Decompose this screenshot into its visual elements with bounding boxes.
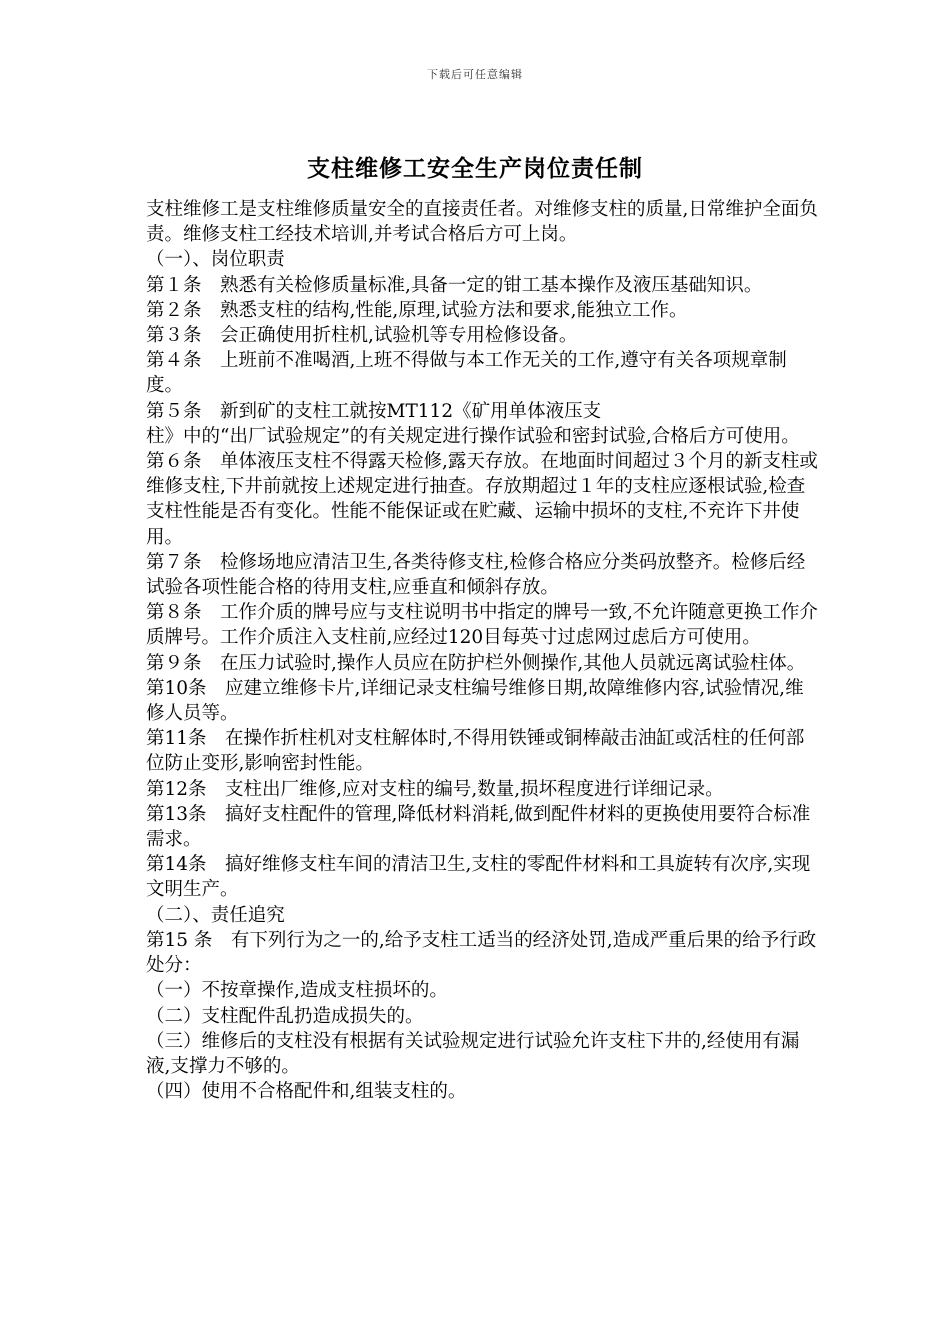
article-5-continued: 柱》中的“出厂试验规定”的有关规定进行操作试验和密封试验,合格后方可使用。 [146, 425, 800, 447]
article-15: 第15 条 有下列行为之一的,给予支柱工适当的经济处罚,造成严重后果的给予行政处分： [146, 929, 817, 977]
article-8: 第８条 工作介质的牌号应与支柱说明书中指定的牌号一致,不允许随意更换工作介质牌号。工作介质注入支柱前,应经过120目每英寸过虑网过虑后方可使用。 [146, 602, 818, 649]
article-6: 第６条 单体液压支柱不得露天检修,露天存放。在地面时间超过３个月的新支柱或维修支柱,下井前就按上述规定进行抽查。存放期超过１年的支柱应逐根试验,检查支柱性能是否有变化。性能不能保证或在贮藏、运输中损坏的支柱,不充许下井使用。 [146, 451, 818, 548]
article-10: 第10条 应建立维修卡片,详细记录支柱编号维修日期,故障维修内容,试验情况,维修人员等。 [146, 677, 804, 725]
article-5: 第５条 新到矿的支柱工就按MT112《矿用单体液压支 [146, 400, 602, 422]
article-13: 第13条 搞好支柱配件的管理,降低材料消耗,做到配件材料的更换使用要符合标准需求。 [146, 803, 811, 851]
article-3: 第３条 会正确使用折柱机,试验机等专用检修设备。 [146, 325, 578, 347]
article-1: 第１条 熟悉有关检修质量标准,具备一定的钳工基本操作及液压基础知识。 [146, 274, 763, 296]
document-title: 支柱维修工安全生产岗位责任制 [307, 155, 643, 182]
section-heading-duties: （一）、岗位职责 [146, 249, 285, 271]
article-7: 第７条 检修场地应清洁卫生,各类待修支柱,检修合格应分类码放整齐。检修后经试验各项性能合格的待用支柱,应垂直和倾斜存放。 [146, 551, 806, 599]
article-12: 第12条 支柱出厂维修,应对支柱的编号,数量,损坏程度进行详细记录。 [146, 778, 724, 800]
article-4: 第４条 上班前不准喝酒,上班不得做与本工作无关的工作,遵守有关各项规章制度。 [146, 350, 787, 397]
section-heading-accountability: （二）、责任追究 [146, 904, 285, 926]
document-body [146, 197, 818, 1104]
list-item-4: （四）使用不合格配件和,组装支柱的。 [146, 1081, 467, 1103]
article-14: 第14条 搞好维修支柱车间的清洁卫生,支柱的零配件材料和工具旋转有次序,实现文明生产。 [146, 854, 811, 901]
list-item-3: （三）维修后的支柱没有根据有关试验规定进行试验允许支柱下井的,经使用有漏液,支撑力不够的。 [146, 1030, 800, 1077]
article-9: 第９条 在压力试验时,操作人员应在防护栏外侧操作,其他人员就远离试验柱体。 [146, 652, 806, 674]
intro-paragraph: 支柱维修工是支柱维修质量安全的直接责任者。对维修支柱的质量,日常维护全面负责。维修支柱工经技术培训,并考试合格后方可上岗。 [146, 199, 818, 246]
list-item-2: （二）支柱配件乱扔造成损失的。 [146, 1005, 424, 1027]
article-2: 第２条 熟悉支柱的结构,性能,原理,试验方法和要求,能独立工作。 [146, 299, 688, 321]
list-item-1: （一）不按章操作,造成支柱损坏的。 [146, 980, 448, 1002]
page-header-note: 下载后可任意编辑 [427, 68, 523, 81]
article-11: 第11条 在操作折柱机对支柱解体时,不得用铁锤或铜棒敲击油缸或活柱的任何部位防止变形,影响密封性能。 [146, 728, 805, 775]
